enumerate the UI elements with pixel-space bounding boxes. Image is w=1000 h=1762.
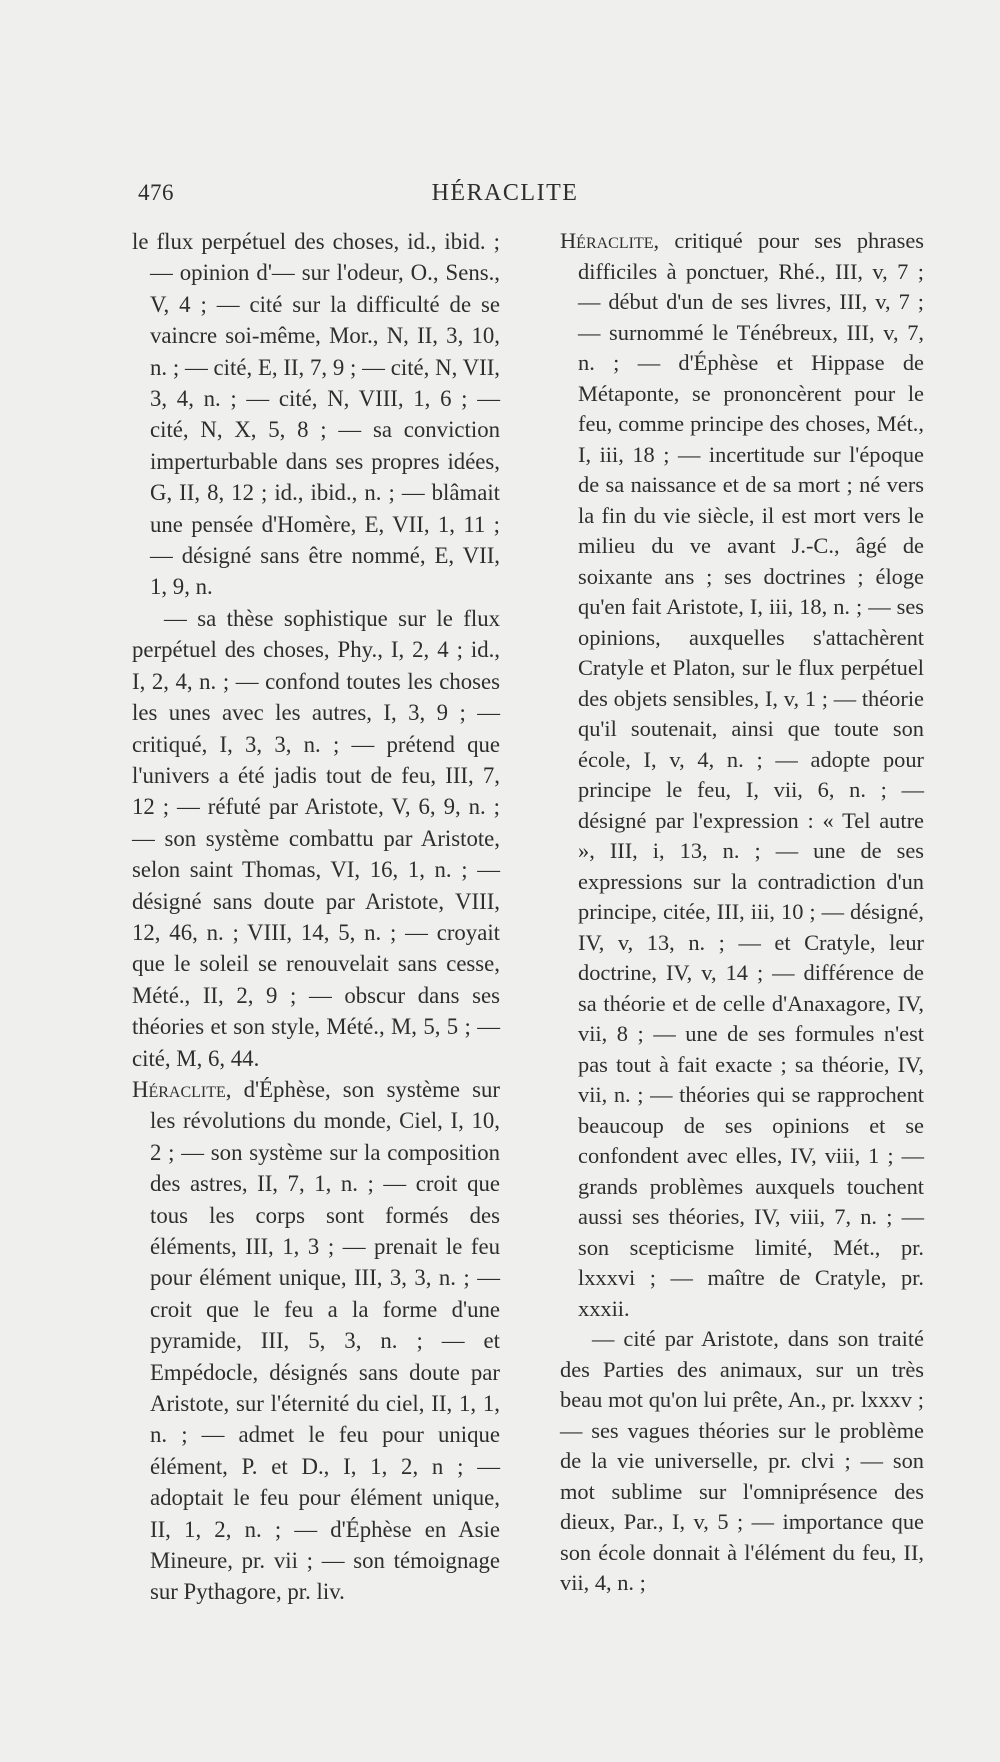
page-number: 476	[138, 180, 174, 205]
paragraph-text: — sa thèse sophistique sur le flux perpétuel des choses, Phy., I, 2, 4 ; id., I, 2, 4, n. ; — confond toutes les choses les unes avec les autres, I, 3, 9 ; — critiqué, I, 3, 3, n. ; — prétend que l'univers a été jadis tout de feu, III, 7, 12 ; — réfuté par Aristote, V, 6, 9, n. ; — son système combattu par Aristote, selon saint Thomas, VI, 16, 1, n. ; — désigné sans doute par Aristote, VIII, 12, 46, n. ; VIII, 14, 5, n. ; — croyait que le soleil se renouvelait sans cesse, Mété., II, 2, 9 ; — obscur dans ses théories et son style, Mété., M, 5, 5 ; — cité, M, 6, 44.	[132, 605, 500, 1071]
paragraph-text: — cité par Aristote, dans son traité des Parties des animaux, sur un très beau mot qu'on lui prête, An., pr. lxxxv ; — ses vagues théories sur le problème de la vie universelle, pr. clvi ; — son mot sublime sur l'omniprésence des dieux, Par., I, v, 5 ; — importance que son école donnait à l'élément du feu, II, vii, 4, n. ;	[560, 1326, 924, 1595]
entry-headword: Héraclite	[560, 228, 654, 253]
entry-text: , critiqué pour ses phrases difficiles à ponctuer, Rhé., III, v, 7 ; — début d'un de ses livres, III, v, 7 ; — surnommé le Ténébreux, III, v, 7, n. ; — d'Éphèse et Hippase de Métaponte, se prononcèrent pour le feu, comme principe des choses, Mét., I, iii, 18 ; — incertitude sur l'époque de sa naissance et de sa mort ; né vers la fin du vie siècle, il est mort vers le milieu du ve avant J.-C., âgé de soixante ans ; ses doctrines ; éloge qu'en fait Aristote, I, iii, 18, n. ; — ses opinions, auxquelles s'attachèrent Cratyle et Platon, sur le flux perpétuel des objets sensibles, I, v, 1 ; — théorie qu'il soutenait, ainsi que toute son école, I, v, 4, n. ; — adopte pour principe le feu, I, vii, 6, n. ; — désigné par l'expression : « Tel autre », III, i, 13, n. ; — une de ses expressions sur la contradiction d'un principe, citée, III, iii, 10 ; — désigné, IV, v, 13, n. ; — et Cratyle, leur doctrine, IV, v, 14 ; — différence de sa théorie et de celle d'Anaxagore, IV, vii, 8 ; — une de ses formules n'est pas tout à fait exacte ; sa théorie, IV, vii, n. ; — théories qui se rapprochent beaucoup de ses opinions et se confondent avec elles, IV, viii, 1 ; — grands problèmes auxquels touchent aussi ses théories, IV, viii, 7, n. ; — son scepticisme limité, Mét., pr. lxxxvi ; — maître de Cratyle, pr. xxxii.	[578, 228, 924, 1321]
index-entry	[560, 226, 924, 1324]
paragraph-text: le flux perpétuel des choses, id., ibid. ; — opinion d'— sur l'odeur, O., Sens., V, 4 ; — cité sur la difficulté de se vaincre soi-même, Mor., N, II, 3, 10, n. ; — cité, E, II, 7, 9 ; — cité, N, VII, 3, 4, n. ; — cité, N, VIII, 1, 6 ; — cité, N, X, 5, 8 ; — sa conviction imperturbable dans ses propres idées, G, II, 8, 12 ; id., ibid., n. ; — blâmait une pensée d'Homère, E, VII, 1, 11 ; — désigné sans être nommé, E, VII, 1, 9, n.	[132, 229, 500, 600]
running-title: HÉRACLITE	[431, 180, 579, 206]
index-paragraph	[132, 226, 500, 603]
left-column	[132, 226, 500, 1608]
index-paragraph	[560, 1324, 924, 1599]
index-paragraph	[132, 603, 500, 1074]
entry-headword: Héraclite	[132, 1076, 226, 1102]
entry-text: , d'Éphèse, son système sur les révolutions du monde, Ciel, I, 10, 2 ; — son système sur la composition des astres, II, 7, 1, n. ; — croit que tous les corps sont formés des éléments, III, 1, 3 ; — prenait le feu pour élément unique, III, 3, 3, n. ; — croit que le feu a la forme d'une pyramide, III, 5, 3, n. ; — et Empédocle, désignés sans doute par Aristote, sur l'éternité du ciel, II, 1, 1, n. ; — admet le feu pour unique élément, P. et D., I, 1, 2, n ; — adoptait le feu pour élément unique, II, 1, 2, n. ; — d'Éphèse en Asie Mineure, pr. vii ; — son témoignage sur Pythagore, pr. liv.	[150, 1076, 500, 1605]
right-column	[560, 226, 924, 1599]
index-entry	[132, 1074, 500, 1608]
